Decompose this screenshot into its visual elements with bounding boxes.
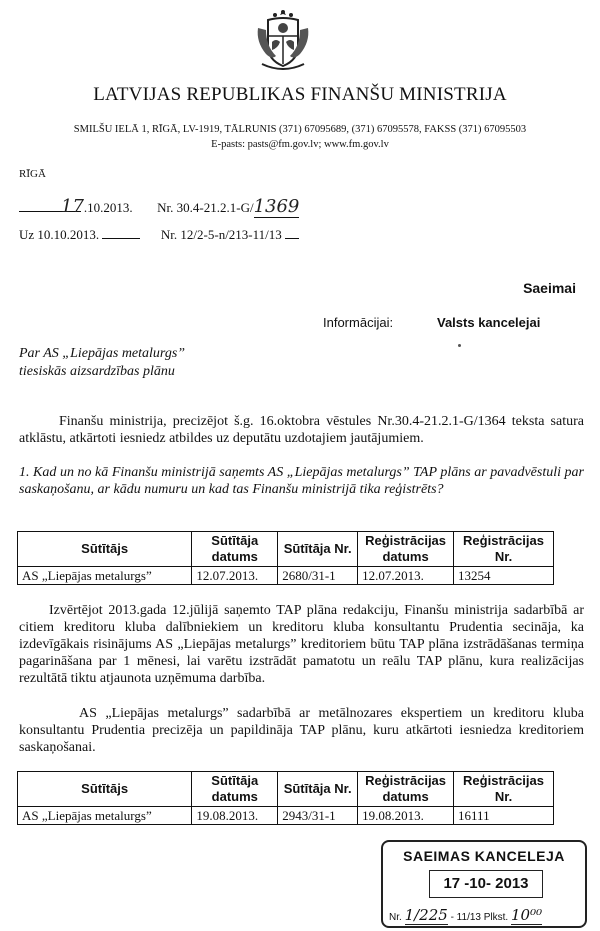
col-header-sender: Sūtītājs [18, 772, 192, 807]
info-label: Informācijai: [323, 315, 394, 330]
ministry-name: LATVIJAS REPUBLIKAS FINANŠU MINISTRIJA [93, 84, 507, 105]
cell-sender-nr: 2680/31-1 [278, 567, 358, 585]
table-header-row [18, 532, 554, 567]
received-stamp [381, 840, 587, 928]
document-date-line [19, 196, 299, 217]
cell-reg-date: 12.07.2013. [358, 567, 454, 585]
coat-of-arms-emblem [254, 6, 312, 72]
table-header-row [18, 772, 554, 807]
question-paragraph: 1. Kad un no kā Finanšu ministrijā saņemts AS „Liepājas metalurgs” TAP plāns ar pavadvēstuli par saskaņošanu, ar kādu numuru un kad tas Finanšu ministrijā tika reģistrēts? [19, 465, 584, 497]
col-header-sender-date: Sūtītāja datums [192, 532, 278, 567]
table-row [18, 807, 554, 825]
reference-date: Uz 10.10.2013. [19, 227, 100, 242]
cell-sender-nr: 2943/31-1 [278, 807, 358, 825]
date-suffix: .10.2013. [83, 200, 133, 215]
cell-sender: AS „Liepājas metalurgs” [18, 807, 192, 825]
table-row [18, 567, 554, 585]
cell-sender: AS „Liepājas metalurgs” [18, 567, 192, 585]
col-header-sender: Sūtītājs [18, 532, 192, 567]
stamp-time-label: Plkst. [483, 912, 509, 923]
document-number-handwritten: 1369 [253, 196, 300, 217]
reference-number: Nr. 12/2-5-n/213-11/13 [160, 227, 282, 242]
col-header-reg-nr: Reģistrācijas Nr. [454, 532, 554, 567]
stamp-time-handwritten: 10⁰⁰ [510, 906, 543, 924]
cell-reg-nr: 13254 [454, 567, 554, 585]
cell-reg-nr: 16111 [454, 807, 554, 825]
address-line: SMILŠU IELĀ 1, RĪGĀ, LV-1919, TĀLRUNIS (371) 67095689, (371) 67095578, FAKSS (371) 67095503 [73, 124, 527, 135]
intro-paragraph: Finanšu ministrija, precizējot š.g. 16.oktobra vēstules Nr.30.4-21.2.1-G/1364 teksta satura atklāstu, atkārtoti iesniedz atbildes uz deputātu uzdotajiem jautājumiem. [19, 414, 584, 446]
col-header-reg-nr: Reģistrācijas Nr. [454, 772, 554, 807]
col-header-sender-date: Sūtītāja datums [192, 772, 278, 807]
stamp-date: 17 -10- 2013 [429, 870, 543, 898]
info-recipient: Valsts kancelejai [437, 315, 541, 330]
stamp-nr-suffix: - 11/13 [450, 912, 481, 923]
stamp-nr-label: Nr. [389, 912, 402, 923]
document-number-prefix: Nr. 30.4-21.2.1-G/ [157, 200, 254, 215]
stamp-number-line [389, 906, 542, 924]
cell-reg-date: 19.08.2013. [358, 807, 454, 825]
cell-sender-date: 12.07.2013. [192, 567, 278, 585]
paragraph-3: AS „Liepājas metalurgs” sadarbībā ar metālnozares ekspertiem un kreditoru kluba konsultantu Prudentia precizēja un papildināja TAP plānu, kuru atkārtoti iesniedza kreditoriem saskaņošanai. [19, 706, 584, 755]
letterhead-address [0, 122, 600, 152]
cell-sender-date: 19.08.2013. [192, 807, 278, 825]
reference-line [19, 226, 299, 243]
col-header-reg-date: Reģistrācijas datums [358, 532, 454, 567]
col-header-sender-nr: Sūtītāja Nr. [278, 532, 358, 567]
stamp-title: SAEIMAS KANCELEJA [403, 848, 565, 864]
subject-line-2: tiesiskās aizsardzības plānu [19, 364, 175, 379]
paragraph-2: Izvērtējot 2013.gada 12.jūlijā saņemto TAP plāna redakciju, Finanšu ministrija sadarbībā ar citiem kreditoru kluba dalībniekiem un kreditoru kluba konsultantu Prudentia secināja, ka izdevīgākais risinājums AS „Liepājas metalurgs” kreditoriem būtu TAP plāna izstrādāšanas termiņa pagarināšana par 1 mēnesi, lai varētu izstrādāt pamatotu un reālu TAP plānu, kura realizācijas rezultātā tiktu atjaunota uzņēmuma darbība. [19, 603, 584, 686]
registration-table-2 [17, 771, 554, 825]
city-label: RĪGĀ [19, 168, 46, 180]
registration-table-1 [17, 531, 554, 585]
col-header-sender-nr: Sūtītāja Nr. [278, 772, 358, 807]
subject-line-1: Par AS „Liepājas metalurgs” [19, 346, 186, 361]
subject [19, 345, 185, 381]
col-header-reg-date: Reģistrācijas datums [358, 772, 454, 807]
date-handwritten: 17 [61, 196, 84, 217]
stray-mark [458, 344, 461, 347]
stamp-nr-handwritten: 1/225 [404, 906, 448, 924]
contact-line: E-pasts: pasts@fm.gov.lv; www.fm.gov.lv [211, 139, 389, 150]
recipient: Saeimai [523, 280, 576, 296]
